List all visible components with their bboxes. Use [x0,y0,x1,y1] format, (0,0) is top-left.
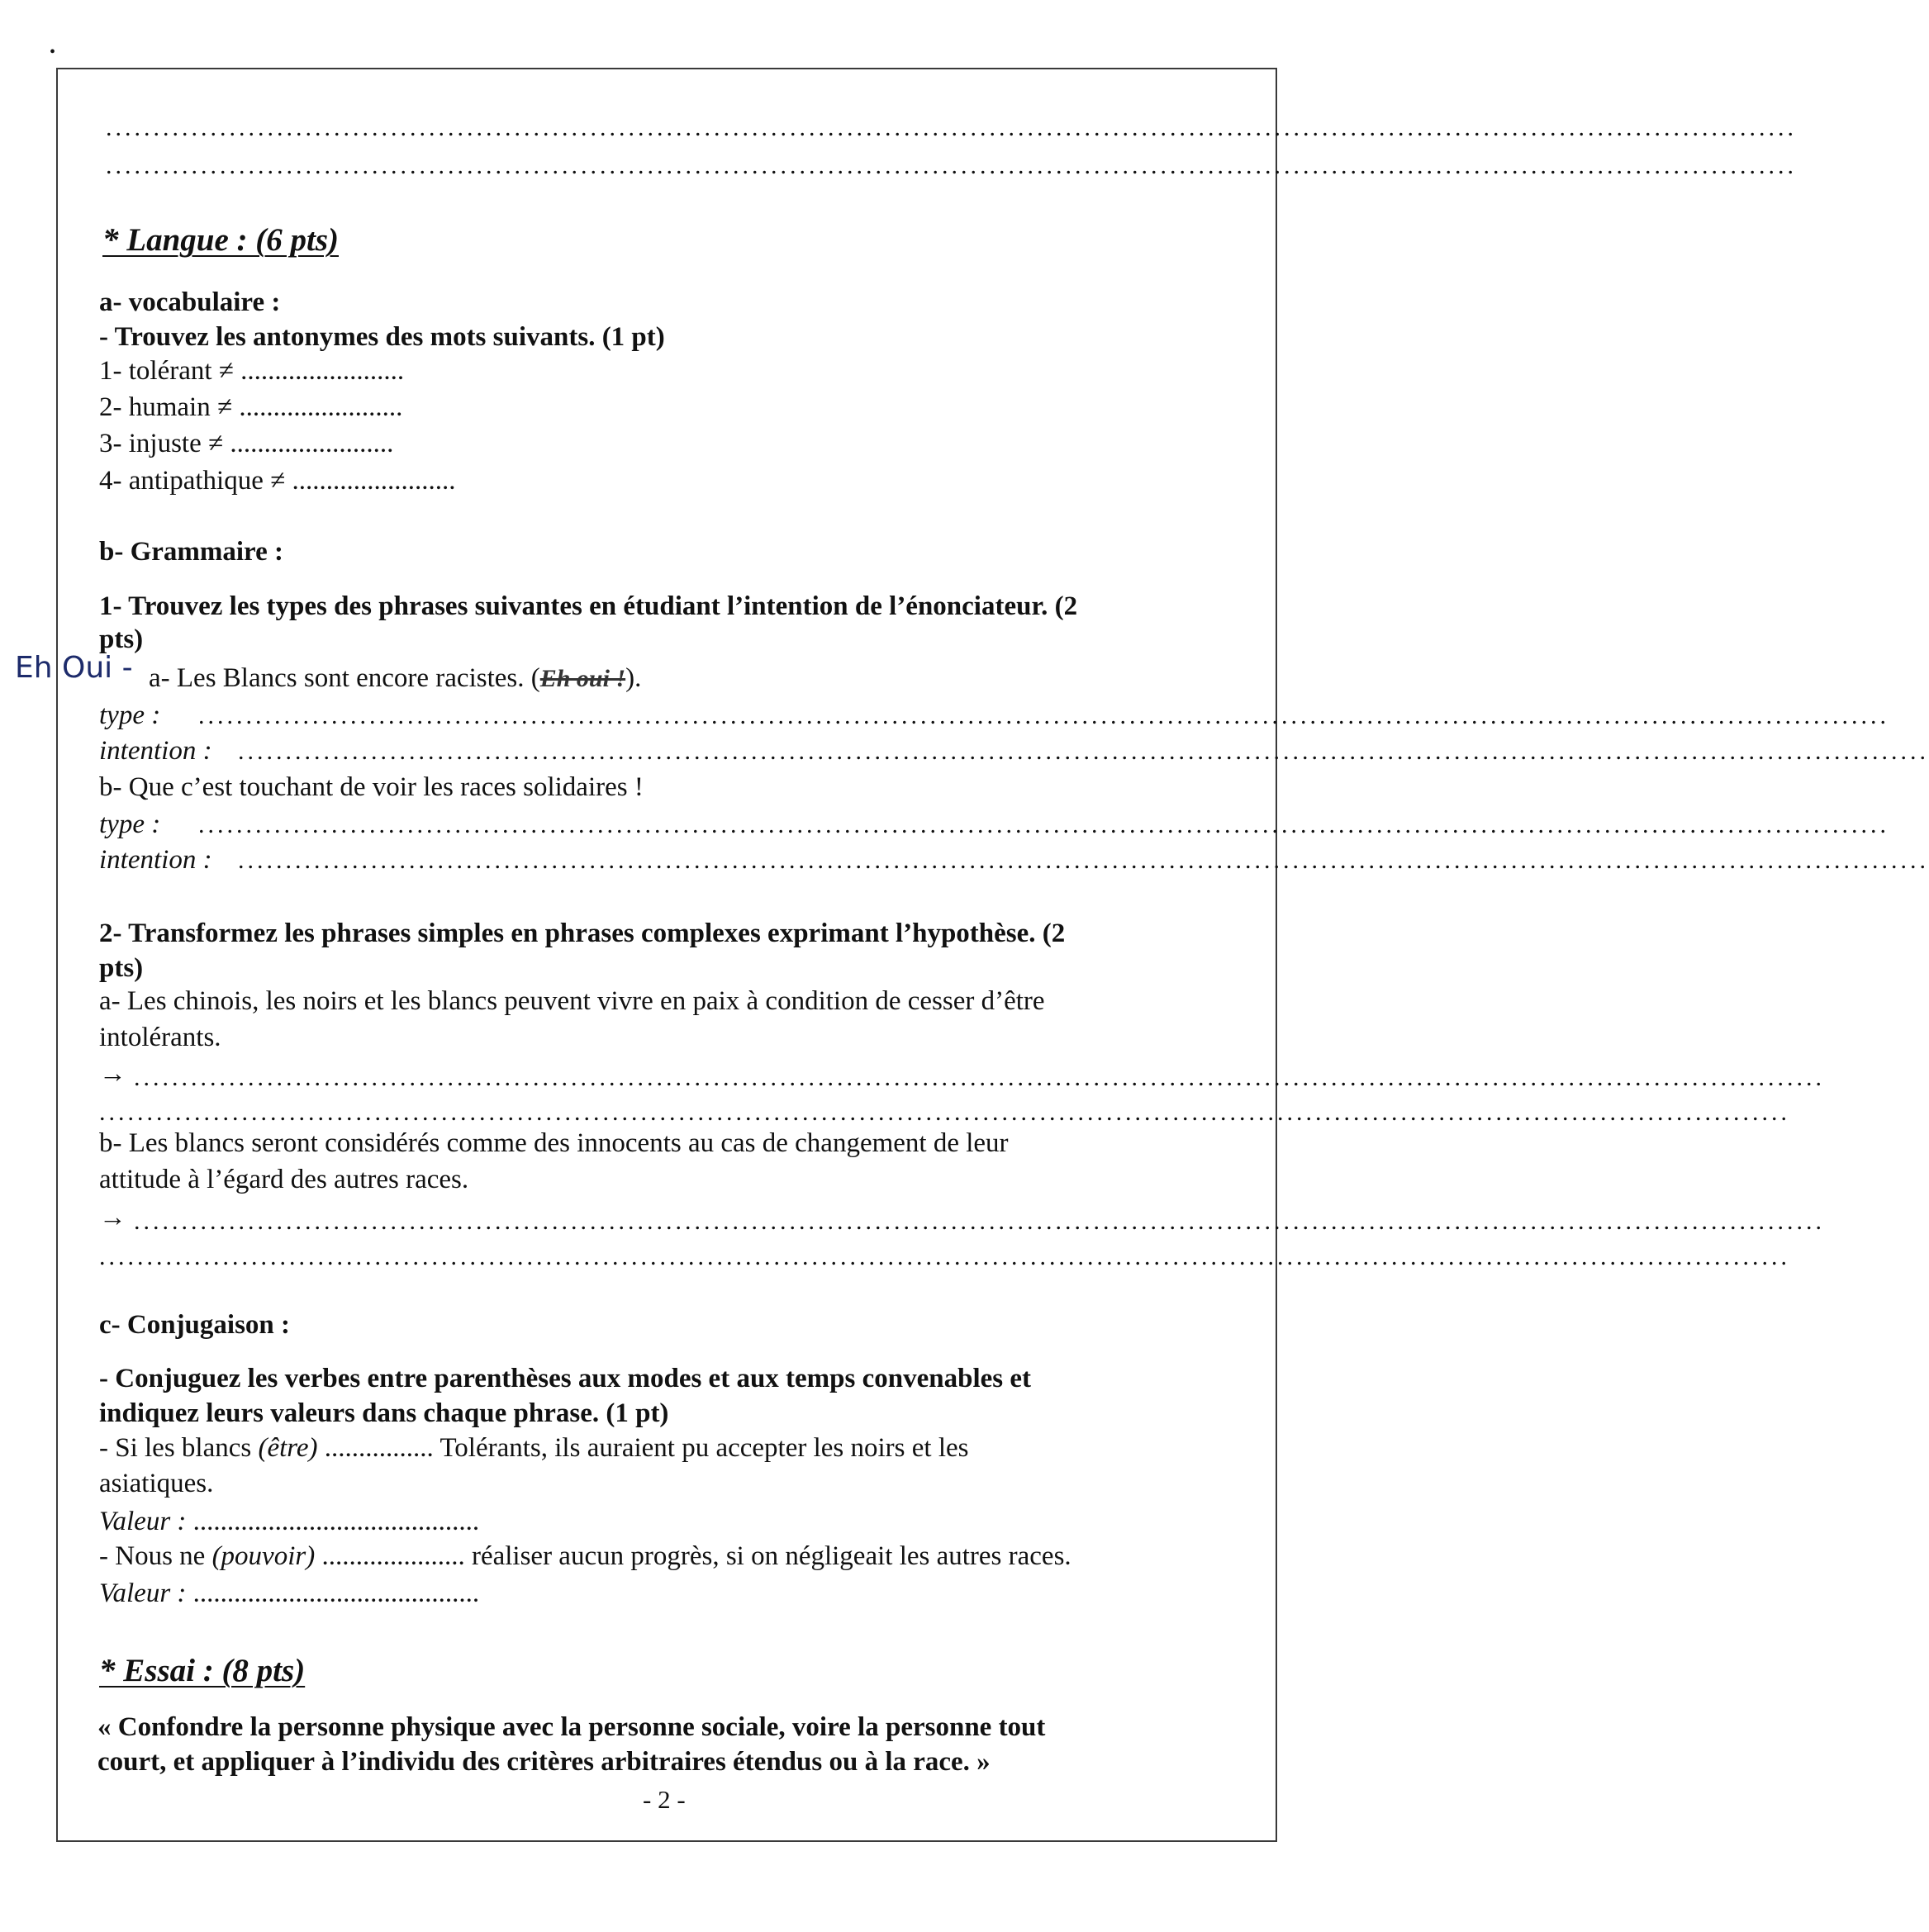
answer-line[interactable]: .................................................................................................................................................................................. [99,1243,1790,1270]
essai-quote-cont: court, et appliquer à l’individu des critères arbitraires étendus ou à la race. » [97,1747,991,1777]
vocab-item-text: 3- injuste ≠ [99,429,230,458]
arrow-icon: → [99,1059,126,1089]
section-title-langue: * Langue : (6 pts) [102,222,339,258]
vocab-instruction: - Trouvez les antonymes des mots suivants. (1 pt) [99,322,665,352]
s1-blank[interactable]: ................ [317,1433,434,1463]
valeur-label: Valeur : [99,1578,187,1608]
valeur-line [99,1508,479,1536]
s1-end: Tolérants, ils auraient pu accepter les noirs et les [433,1433,969,1463]
type-label: type : [99,809,161,839]
top-mark: • [50,43,56,61]
vocab-item [99,468,455,495]
intention-label: intention : [99,736,212,766]
vocab-item-blank[interactable]: ........................ [240,356,405,386]
sentence-a-struck: Eh oui ! [539,665,626,692]
grammaire-q2: 2- Transformez les phrases simples en phrases complexes exprimant l’hypothèse. (2 [99,919,1066,948]
arrow-icon: → [99,1203,126,1232]
grammaire-heading: b- Grammaire : [99,537,283,567]
s2-start: - Nous ne [99,1541,212,1571]
sentence-b: b- Que c’est touchant de voir les races solidaires ! [99,772,644,802]
answer-line: .................................................................................................................................................................................. [106,152,1797,179]
vocab-item-blank[interactable]: ........................ [292,466,456,496]
conjugaison-sentence-2 [99,1543,1071,1570]
s2-blank[interactable]: ..................... [315,1541,465,1571]
valeur-blank[interactable]: .......................................... [186,1578,480,1608]
essai-quote: « Confondre la personne physique avec la personne sociale, voire la personne tout [97,1712,1046,1742]
vocab-item-blank[interactable]: ........................ [239,392,403,422]
vocab-item-blank[interactable]: ........................ [230,429,394,458]
grammaire-q2-cont: pts) [99,953,144,983]
conjugaison-sentence-1-cont: asiatiques. [99,1469,214,1498]
s1-verb: (être) [258,1433,318,1463]
grammaire-q1: 1- Trouvez les types des phrases suivantes en étudiant l’intention de l’énonciateur. (2 [99,591,1078,621]
answer-line: .................................................................................................................................................................................. [106,114,1797,141]
handwritten-note: Eh Oui - [15,651,133,685]
q2-sentence-a-cont: intolérants. [99,1023,221,1052]
s1-start: - Si les blancs [99,1433,259,1463]
q2-sentence-b: b- Les blancs seront considérés comme des innocents au cas de changement de leur [99,1128,1009,1158]
valeur-blank[interactable]: .......................................... [186,1507,480,1536]
s2-verb: (pouvoir) [211,1541,316,1571]
vocab-item-text: 1- tolérant ≠ [99,356,241,386]
vocab-heading: a- vocabulaire : [99,287,281,317]
section-title-essai: * Essai : (8 pts) [99,1653,306,1688]
vocab-item [99,358,404,385]
answer-line[interactable]: .................................................................................................................................................................................. [198,811,1889,838]
vocab-item-text: 4- antipathique ≠ [99,466,292,496]
answer-line[interactable]: .................................................................................................................................................................................. [198,702,1889,729]
valeur-label: Valeur : [99,1507,187,1536]
vocab-item [99,394,402,421]
answer-line[interactable]: .................................................................................................................................................................................. [238,847,1929,874]
vocab-item-text: 2- humain ≠ [99,392,240,422]
conjugaison-instruction: - Conjuguez les verbes entre parenthèses aux modes et aux temps convenables et [99,1364,1032,1393]
s2-end: réaliser aucun progrès, si on négligeait les autres races. [464,1541,1071,1571]
valeur-line [99,1580,479,1607]
conjugaison-heading: c- Conjugaison : [99,1310,291,1340]
q2-sentence-b-cont: attitude à l’égard des autres races. [99,1165,469,1194]
answer-line[interactable]: .................................................................................................................................................................................. [238,738,1929,765]
sentence-a-end: ). [625,663,642,693]
vocab-item [99,430,393,458]
answer-line[interactable]: .................................................................................................................................................................................. [99,1099,1790,1126]
page-number: - 2 - [643,1785,686,1814]
type-label: type : [99,700,161,730]
intention-label: intention : [99,845,212,875]
sentence-a [149,665,641,692]
answer-line[interactable]: .................................................................................................................................................................................. [134,1208,1825,1235]
grammaire-q1-cont: pts) [99,624,144,654]
conjugaison-sentence-1 [99,1435,969,1462]
conjugaison-instruction-cont: indiquez leurs valeurs dans chaque phrase. (1 pt) [99,1398,669,1428]
sentence-a-text: a- Les Blancs sont encore racistes. ( [149,663,540,693]
q2-sentence-a: a- Les chinois, les noirs et les blancs peuvent vivre en paix à condition de cesser d’être [99,986,1045,1016]
answer-line[interactable]: .................................................................................................................................................................................. [134,1064,1825,1091]
